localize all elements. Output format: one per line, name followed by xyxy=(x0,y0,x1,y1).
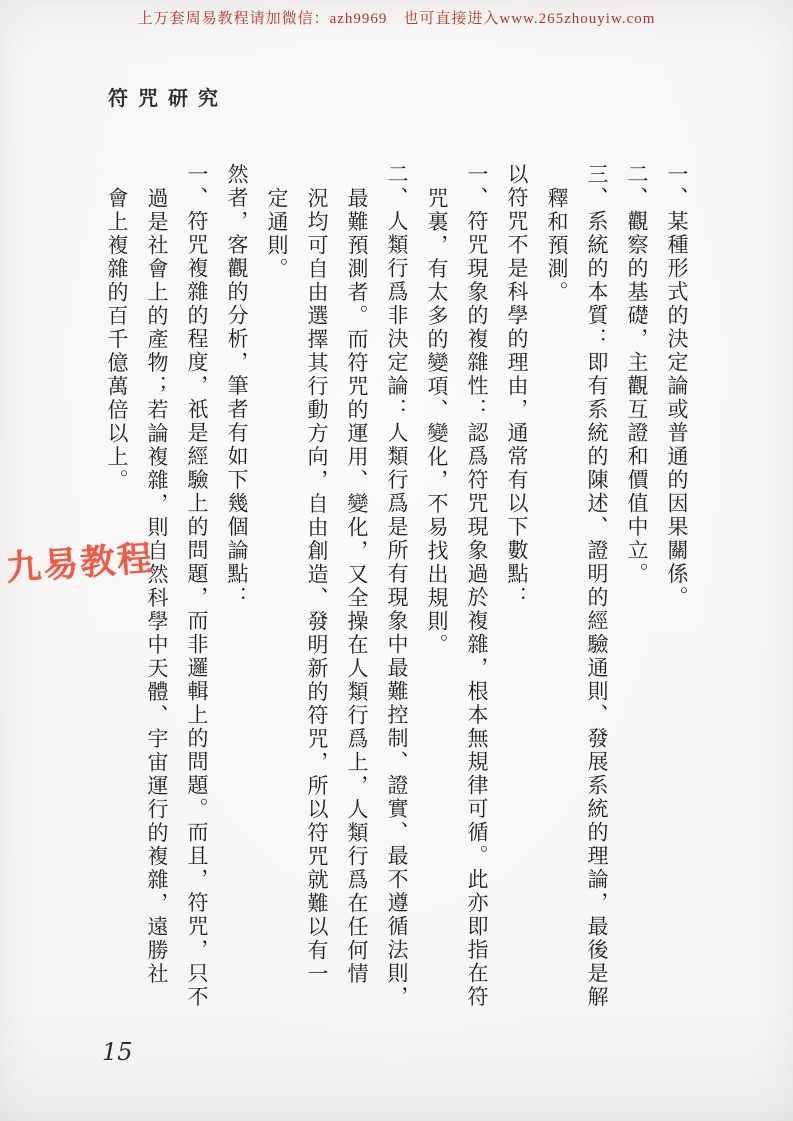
promo-banner-text: 上万套周易教程请加微信：azh9969 也可直接进入www.265zhouyiw.com xyxy=(137,11,656,27)
book-title: 符咒研究 xyxy=(108,88,228,110)
text-column: 況均可自由選擇其行動方向，自由創造、發明新的符咒，所以符咒就難以有一 xyxy=(305,186,329,986)
text-column: 咒裏，有太多的變項、變化，不易找出規則。 xyxy=(425,186,449,657)
text-column: 釋和預測。 xyxy=(545,186,569,304)
text-column: 定通則。 xyxy=(265,186,289,281)
text-column: 二、人類行爲非決定論：人類行爲是所有現象中最難控制、證實、最不遵循法則， xyxy=(385,163,409,1009)
page-number: 15 xyxy=(102,1038,133,1066)
text-column: 然者，客觀的分析，筆者有如下幾個論點： xyxy=(225,163,249,610)
text-column: 一、某種形式的決定論或普通的因果關係。 xyxy=(665,163,689,610)
text-column: 會上複雜的百千億萬倍以上。 xyxy=(105,186,129,492)
text-column: 一、符咒複雜的程度，祇是經驗上的問題，而非邏輯上的問題。而且，符咒，只不 xyxy=(185,163,209,1009)
watermark-stamp: 九易教程 xyxy=(4,538,156,589)
text-column: 一、符咒現象的複雜性：認爲符咒現象過於複雜，根本無規律可循。此亦即指在符 xyxy=(465,163,489,1009)
vertical-text-block xyxy=(97,163,697,1023)
text-column: 以符咒不是科學的理由，通常有以下數點： xyxy=(505,163,529,610)
text-column: 過是社會上的產物；若論複雜，則自然科學中天體、宇宙運行的複雜，遠勝社 xyxy=(145,186,169,986)
text-column: 最難預測者。而符咒的運用、變化，又全操在人類行爲上，人類行爲在任何情 xyxy=(345,186,369,986)
text-column: 三、系統的本質：即有系統的陳述、證明的經驗通則、發展系統的理論，最後是解 xyxy=(585,163,609,1009)
text-column: 二、觀察的基礎，主觀互證和價值中立。 xyxy=(625,163,649,586)
